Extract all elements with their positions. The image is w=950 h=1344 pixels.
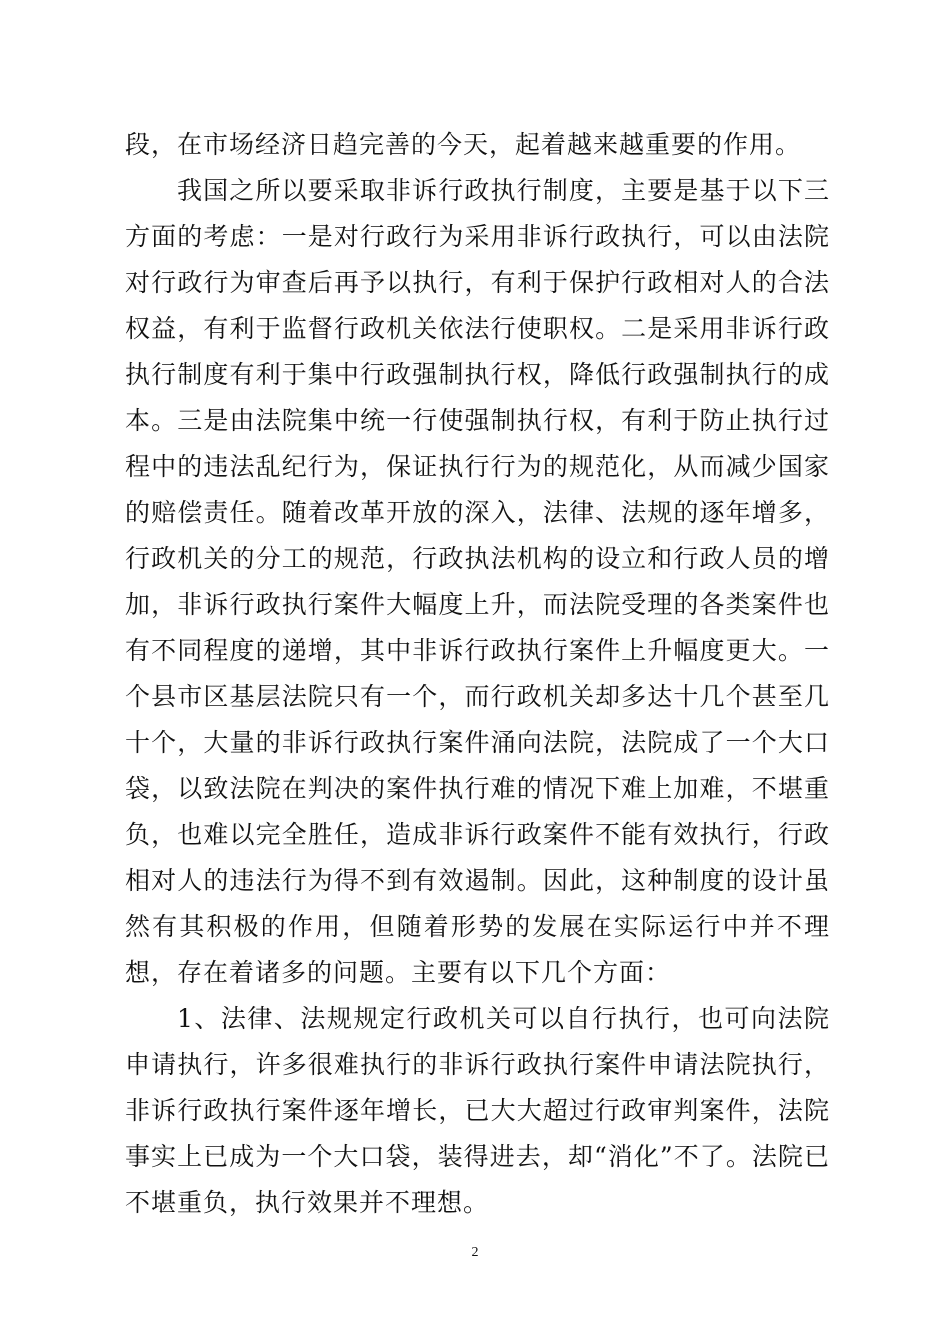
page-number: 2 bbox=[471, 1245, 479, 1260]
paragraph-reasons: 我国之所以要采取非诉行政执行制度，主要是基于以下三方面的考虑：一是对行政行为采用非诉行政执行，可以由法院对行政行为审查后再予以执行，有利于保护行政相对人的合法权益，有利于监督行政机关依法行使职权。二是采用非诉行政执行制度有利于集中行政强制执行权，降低行政强制执行的成本。三是由法院集中统一行使强制执行权，有利于防止执行过程中的违法乱纪行为，保证执行行为的规范化，从而减少国家的赔偿责任。随着改革开放的深入，法律、法规的逐年增多，行政机关的分工的规范，行政执法机构的设立和行政人员的增加，非诉行政执行案件大幅度上升，而法院受理的各类案件也有不同程度的递增，其中非诉行政执行案件上升幅度更大。一个县市区基层法院只有一个，而行政机关却多达十几个甚至几十个，大量的非诉行政执行案件涌向法院，法院成了一个大口袋，以致法院在判决的案件执行难的情况下难上加难，不堪重负，也难以完全胜任，造成非诉行政案件不能有效执行，行政相对人的违法行为得不到有效遏制。因此，这种制度的设计虽然有其积极的作用，但随着形势的发展在实际运行中并不理想，存在着诸多的问题。主要有以下几个方面： bbox=[125, 176, 830, 987]
document-body bbox=[125, 122, 830, 1226]
paragraph-point-1: 1、法律、法规规定行政机关可以自行执行，也可向法院申请执行，许多很难执行的非诉行政执行案件申请法院执行，非诉行政执行案件逐年增长，已大大超过行政审判案件，法院事实上已成为一个大口袋，装得进去，却“消化”不了。法院已不堪重负，执行效果并不理想。 bbox=[125, 1004, 830, 1217]
paragraph-continuation: 段，在市场经济日趋完善的今天，起着越来越重要的作用。 bbox=[125, 130, 802, 159]
